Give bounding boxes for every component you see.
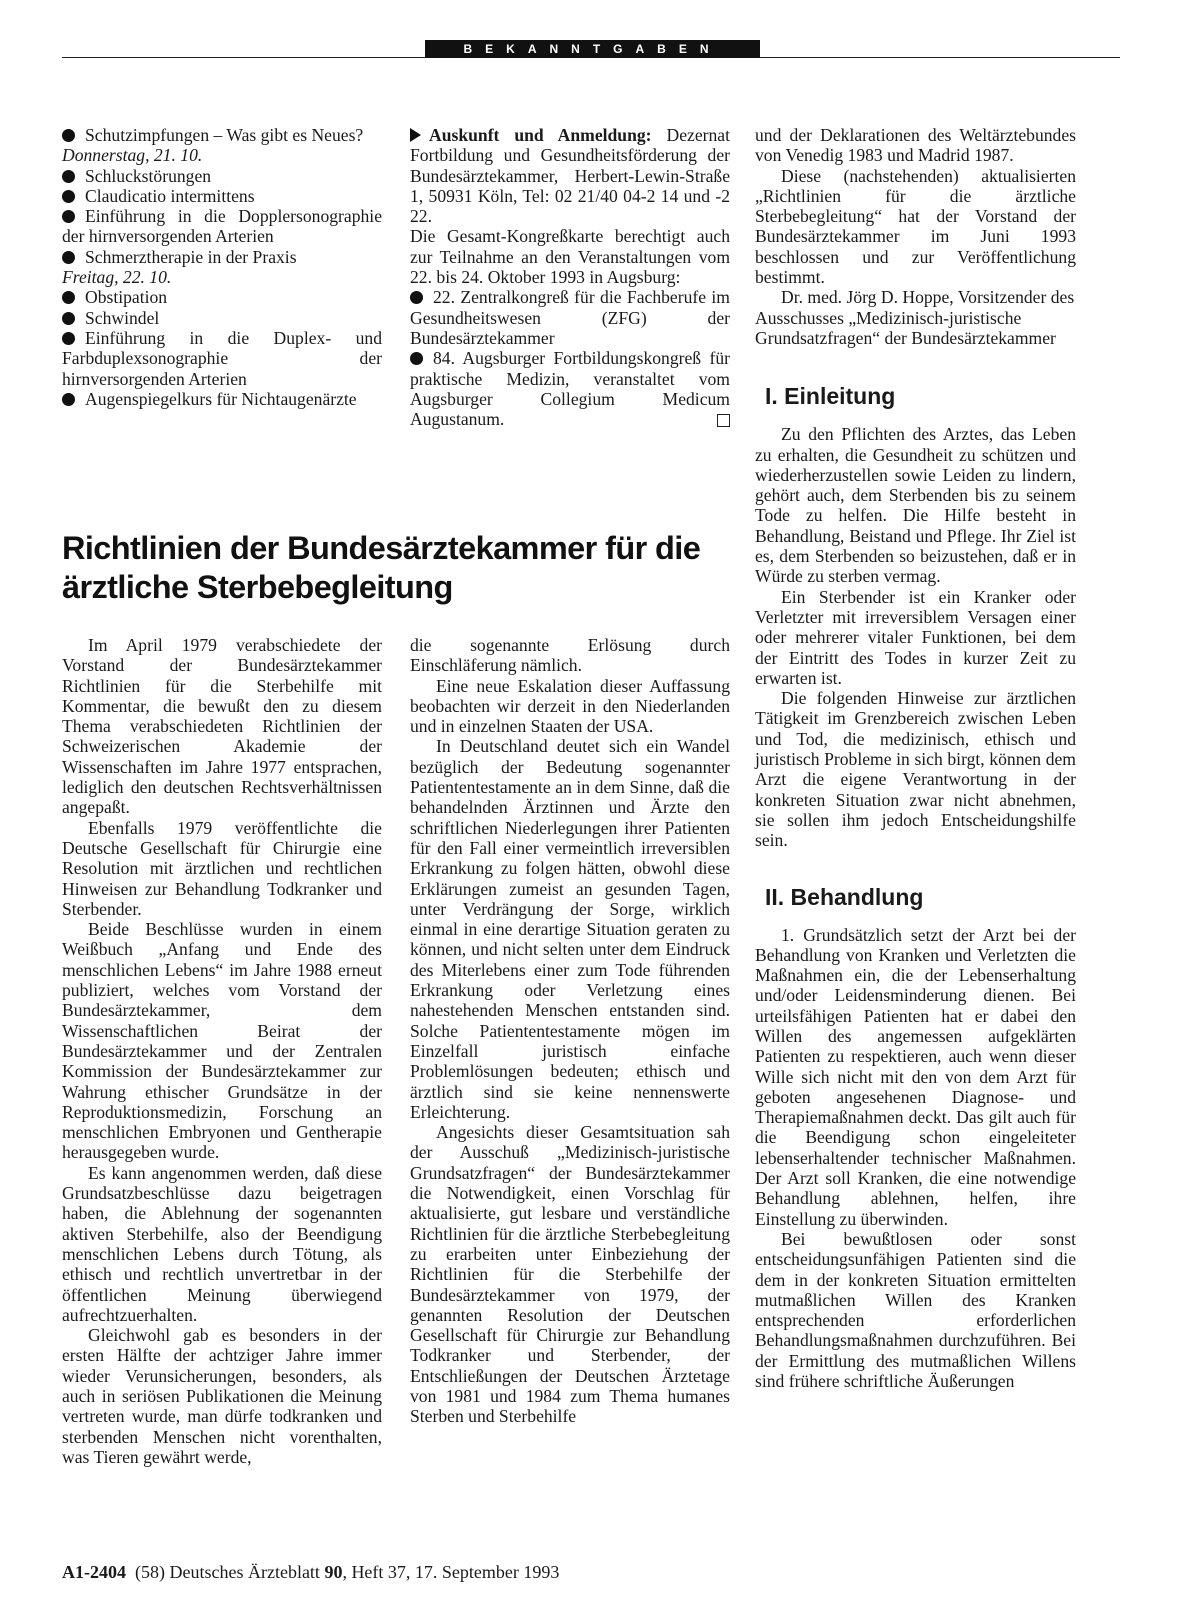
issue-date: , Heft 37, 17. September 1993 xyxy=(342,1562,560,1582)
article-paragraph: und der Deklarationen des Weltärztebundes von Venedig 1983 und Madrid 1987. xyxy=(755,125,1076,166)
author-note: Dr. med. Jörg D. Hoppe, Vorsitzender des Ausschusses „Medizinisch-juristische Grundsatzfragen“ der Bundesärztekammer xyxy=(755,287,1075,348)
page-footer xyxy=(62,1562,559,1583)
bullet-icon xyxy=(410,352,423,365)
congress-item: 84. Augsburger Fortbildungskongreß für praktische Medizin, veranstaltet vom Augsburger Collegium Medicum Augustanum. xyxy=(410,348,730,430)
program-item: Augenspiegelkurs für Nichtaugenärzte xyxy=(62,389,382,409)
bullet-icon xyxy=(62,393,75,406)
end-square-icon xyxy=(717,414,730,427)
program-item: Schmerztherapie in der Praxis xyxy=(62,247,382,267)
article-paragraph: Eine neue Eskalation dieser Auffassung beobachten wir derzeit in den Niederlanden und in einzelnen Staaten der USA. xyxy=(410,675,730,737)
article-paragraph: Zu den Pflichten des Arztes, das Leben zu erhalten, die Gesundheit zu schützen und wiederherzustellen sowie Leiden zu lindern, gehört auch, dem Sterbenden bis zu seinem Tode zu helfen. Die Hilfe besteht in Behandlung, Beistand und Pflege. Ihr Ziel ist es, dem Sterbenden so beizustehen, daß er in Würde zu sterben vermag. xyxy=(755,424,1076,587)
article-column-3 xyxy=(755,125,1076,1391)
congress-item: 22. Zentralkongreß für die Fachberufe im Gesundheitswesen (ZFG) der Bundesärztekammer xyxy=(410,287,730,348)
article-column-1 xyxy=(62,635,382,1467)
article-paragraph: Im April 1979 verabschiedete der Vorstand der Bundesärztekammer Richtlinien für die Sterbehilfe mit Kommentar, die bewußt den zu diesem Thema verabschiedeten Richtlinien der Schweizerischen Akademie der Wissenschaften im Jahre 1977 entsprachen, lediglich den deutschen Rechtsverhältnissen angepaßt. xyxy=(62,635,382,818)
article-paragraph: Diese (nachstehenden) aktualisierten „Richtlinien für die ärztliche Sterbebegleitung“ hat der Vorstand der Bundesärztekammer im Juni 1993 beschlossen und zur Veröffentlichung bestimmt. xyxy=(755,165,1076,288)
program-item: Obstipation xyxy=(62,287,382,307)
program-item: Claudicatio intermittens xyxy=(62,186,382,206)
info-column xyxy=(410,125,730,429)
article-paragraph: Ein Sterbender ist ein Kranker oder Verletzter mit irreversiblem Versagen einer oder mehrerer vitaler Funktionen, bei dem der Eintritt des Todes in kurzer Zeit zu erwarten ist. xyxy=(755,586,1076,688)
article-paragraph: In Deutschland deutet sich ein Wandel bezüglich der Bedeutung sogenannter Patiententestamente an in dem Sinne, daß die behandelnden Ärztinnen und Ärzte den schriftlichen Niederlegungen ihrer Patienten für den Fall einer vermeintlich irreversiblen Erkrankung zu folgen hätten, obwohl diese Erklärungen zumeist an gesunden Tagen, unter Verdrängung der Sorge, wirklich einmal in eine derartige Situation geraten zu können, und nicht selten unter dem Eindruck des Miterlebens einer zum Tode führenden Erkrankung oder Verletzung eines nahestehenden Menschen entstanden sind. Solche Patiententestamente mögen im Einzelfall juristisch einfache Problemlösungen bedeuten; ethisch und ärztlich sind sie keine nennenswerte Erleichterung. xyxy=(410,736,730,1122)
program-item: Schutzimpfungen – Was gibt es Neues? xyxy=(62,125,382,145)
contact-info: Auskunft und Anmeldung: Dezernat Fortbildung und Gesundheitsförderung der Bundesärztekammer, Herbert-Lewin-Straße 1, 50931 Köln, Tel: 02 21/40 04-2 14 und -2 22. xyxy=(410,125,730,227)
bullet-icon xyxy=(62,170,75,183)
program-item: Einführung in die Dopplersonographie der hirnversorgenden Arterien xyxy=(62,206,382,247)
article-paragraph: Es kann angenommen werden, daß diese Grundsatzbeschlüsse dazu beigetragen haben, die Ablehnung der sogenannten aktiven Sterbehilfe, also der Beendigung menschlichen Lebens durch Tötung, als ethisch und rechtlich unvertretbar in der öffentlichen Meinung überwiegend aufrechtzuerhalten. xyxy=(62,1162,382,1325)
article-paragraph: Gleichwohl gab es besonders in der ersten Hälfte der achtziger Jahre immer wieder Verunsicherungen, besonders, als auch in seriösen Publikationen die Meinung vertreten wurde, man dürfe todkranken und sterbenden Menschen nicht vorenthalten, was Tieren gewährt werde, xyxy=(62,1325,382,1467)
article-title: Richtlinien der Bundesärztekammer für die ärztliche Sterbebegleitung xyxy=(62,530,701,605)
article-paragraph: 1. Grundsätzlich setzt der Arzt bei der Behandlung von Kranken und Verletzten die Maßnahmen ein, die der Lebenserhaltung und/oder Leidensminderung dienen. Bei urteilsfähigen Patienten hat er dabei den Willen des angemessen aufgeklärten Patienten zu respektieren, auch wenn dieser Wille sich nicht mit den von dem Arzt für geboten angesehenen Diagnose- und Therapiemaßnahmen deckt. Das gilt auch für die Beendigung schon eingeleiteter lebenserhaltender technischer Maßnahmen. Der Arzt soll Kranken, die eine notwendige Behandlung ablehnen, helfen, ihre Einstellung zu überwinden. xyxy=(755,924,1076,1229)
article-paragraph: Beide Beschlüsse wurden in einem Weißbuch „Anfang und Ende des menschlichen Lebens“ im Jahre 1988 erneut publiziert, welches vom Vorstand der Bundesärztekammer, dem Wissenschaftlichen Beirat der Bundesärztekammer und der Zentralen Kommission der Bundesärztekammer zur Wahrung ethischer Grundsätze in der Reproduktionsmedizin, Forschung an menschlichen Embryonen und Gentherapie herausgegeben wurde. xyxy=(62,919,382,1163)
bullet-icon xyxy=(62,129,75,142)
article-column-2 xyxy=(410,635,730,1427)
bullet-icon xyxy=(62,251,75,264)
program-item: Schwindel xyxy=(62,308,382,328)
bullet-icon xyxy=(410,291,423,304)
congress-intro: Die Gesamt-Kongreßkarte berechtigt auch zur Teilnahme an den Veranstaltungen vom 22. bis 24. Oktober 1993 in Augsburg: xyxy=(410,226,730,288)
program-day: Donnerstag, 21. 10. xyxy=(62,145,203,166)
bullet-icon xyxy=(62,332,75,345)
journal-name: (58) Deutsches Ärzteblatt xyxy=(135,1562,320,1582)
program-item: Schluckstörungen xyxy=(62,166,382,186)
article-paragraph: Die folgenden Hinweise zur ärztlichen Tätigkeit im Grenzbereich zwischen Leben und Tod, die medizinisch, ethisch und juristisch Probleme in sich birgt, können dem Arzt die eigene Verantwortung in der konkreten Situation zwar nicht abnehmen, sie sollen ihm jedoch Entscheidungshilfe sein. xyxy=(755,688,1076,851)
program-list-column xyxy=(62,125,382,409)
bullet-icon xyxy=(62,190,75,203)
volume-number: 90 xyxy=(324,1562,343,1582)
article-paragraph: Angesichts dieser Gesamtsituation sah der Ausschuß „Medizinisch-juristische Grundsatzfragen“ der Bundesärztekammer die Notwendigkeit, einen Vorschlag für aktualisierte, gut lesbare und verständliche Richtlinien für die ärztliche Sterbebegleitung zu erarbeiten unter Einbeziehung der Richtlinien für die Sterbehilfe der Bundesärztekammer von 1979, der genannten Resolution der Deutschen Gesellschaft für Chirurgie zur Behandlung Todkranker und Sterbender, der Entschließungen der Deutschen Ärztetage von 1981 und 1984 zum Thema humanes Sterben und Sterbehilfe xyxy=(410,1122,730,1427)
article-paragraph: die sogenannte Erlösung durch Einschläferung nämlich. xyxy=(410,635,730,676)
section-tag: BEKANNTGABEN xyxy=(425,40,760,58)
page-code: A1-2404 xyxy=(62,1562,126,1582)
bullet-icon xyxy=(62,291,75,304)
arrow-icon xyxy=(410,128,421,142)
program-item: Einführung in die Duplex- und Farbduplexsonographie der hirnversorgenden Arterien xyxy=(62,327,382,389)
section-heading: II. Behandlung xyxy=(765,883,924,910)
article-paragraph: Ebenfalls 1979 veröffentlichte die Deutsche Gesellschaft für Chirurgie eine Resolution mit ärztlichen und rechtlichen Hinweisen zur Behandlung Todkranker und Sterbender. xyxy=(62,817,382,919)
bullet-icon xyxy=(62,312,75,325)
bullet-icon xyxy=(62,210,75,223)
article-paragraph: Bei bewußtlosen oder sonst entscheidungsunfähigen Patienten sind die dem in der konkreten Situation ermittelten mutmaßlichen Willen des Kranken entsprechenden erforderlichen Behandlungsmaßnahmen durchzuführen. Bei der Ermittlung des mutmaßlichen Willens sind frühere schriftliche Äußerungen xyxy=(755,1228,1076,1392)
section-heading: I. Einleitung xyxy=(765,383,896,410)
program-day: Freitag, 22. 10. xyxy=(62,267,172,288)
